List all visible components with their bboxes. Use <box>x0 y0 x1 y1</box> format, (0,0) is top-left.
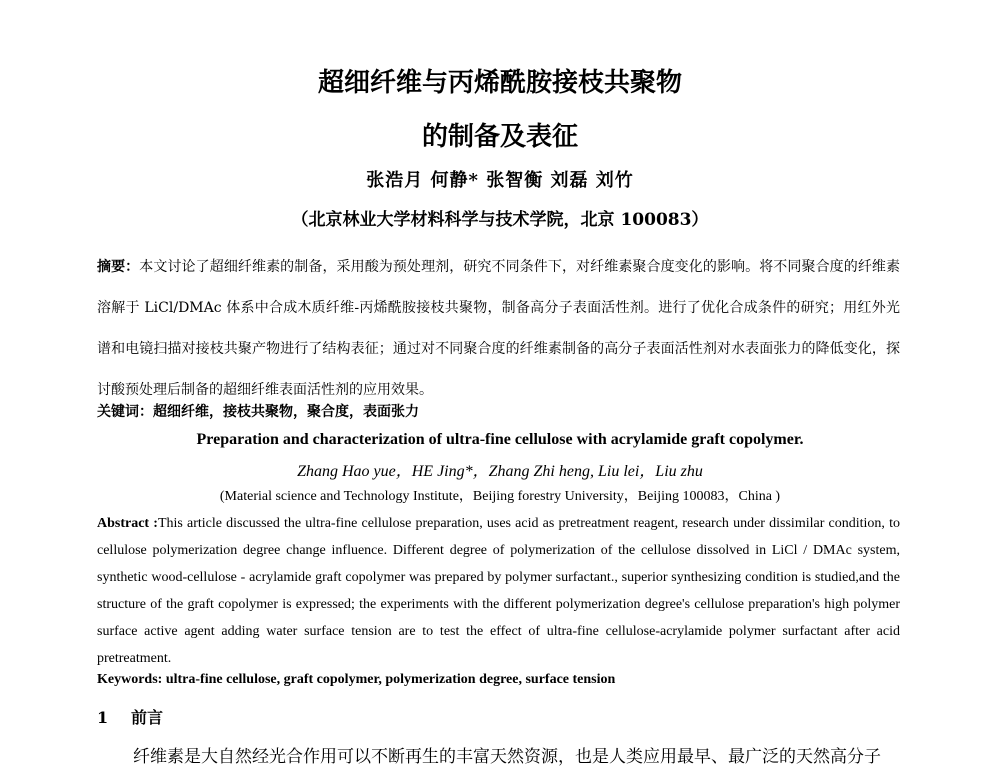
affiliation-cn: （北京林业大学材料科学与技术学院，北京 100083） <box>291 210 709 230</box>
abstract-en-label: Abstract : <box>97 516 158 531</box>
body-paragraph-first-line: 纤维素是大自然经光合作用可以不断再生的丰富天然资源，也是人类应用最早、最广泛的天然高分子 <box>133 747 881 767</box>
abstract-en-text: This article discussed the ultra-fine cellulose preparation, uses acid as pretreatment reagent, research under dissimilar condition, to cellulose polymerization degree change influence. Different degree of polymerization of the cellulose dissolved in LiCl / DMAc system, synthetic wood-cellulose - acrylamide graft copolymer was prepared by polymer surfactant., superior synthesizing condition is studied,and the structure of the graft copolymer is expressed; the experiments with the different polymerization degree's cellulose preparation's high polymer surface active agent adding water surface tension are to test the effect of ultra-fine cellulose-acrylamide polymer surfactant after acid pretreatment. <box>97 516 900 666</box>
title-line-1: 超细纤维与丙烯酰胺接枝共聚物 <box>317 68 682 98</box>
authors-cn: 张浩月 何静* 张智衡 刘磊 刘竹 <box>366 170 634 191</box>
abstract-cn <box>97 247 900 411</box>
keywords-en: Keywords: ultra-fine cellulose, graft copolymer, polymerization degree, surface tension <box>97 672 616 687</box>
abstract-cn-text: 本文讨论了超细纤维素的制备，采用酸为预处理剂，研究不同条件下，对纤维素聚合度变化的影响。将不同聚合度的纤维素溶解于 LiCl/DMAc 体系中合成木质纤维-丙烯酰胺接枝共聚物，制备高分子表面活性剂。进行了优化合成条件的研究；用红外光谱和电镜扫描对接枝共聚产物进行了结构表征；通过对不同聚合度的纤维素制备的高分子表面活性剂对水表面张力的降低变化，探讨酸预处理后制备的超细纤维表面活性剂的应用效果。 <box>97 259 901 398</box>
section-title: 前言 <box>131 708 164 727</box>
abstract-cn-label: 摘要： <box>97 259 140 275</box>
title-line-2: 的制备及表征 <box>421 122 578 152</box>
abstract-en <box>97 510 900 672</box>
keywords-cn: 关键词：超细纤维，接枝共聚物，聚合度，表面张力 <box>97 404 419 420</box>
section-heading <box>97 705 163 728</box>
english-affiliation: (Material science and Technology Institute，Beijing forestry University，Beijing 100083，China ) <box>219 489 781 504</box>
english-title: Preparation and characterization of ultra-fine cellulose with acrylamide graft copolymer. <box>196 431 804 448</box>
section-number: 1 <box>97 708 109 727</box>
english-authors: Zhang Hao yue，HE Jing*，Zhang Zhi heng, Liu lei，Liu zhu <box>297 463 703 480</box>
